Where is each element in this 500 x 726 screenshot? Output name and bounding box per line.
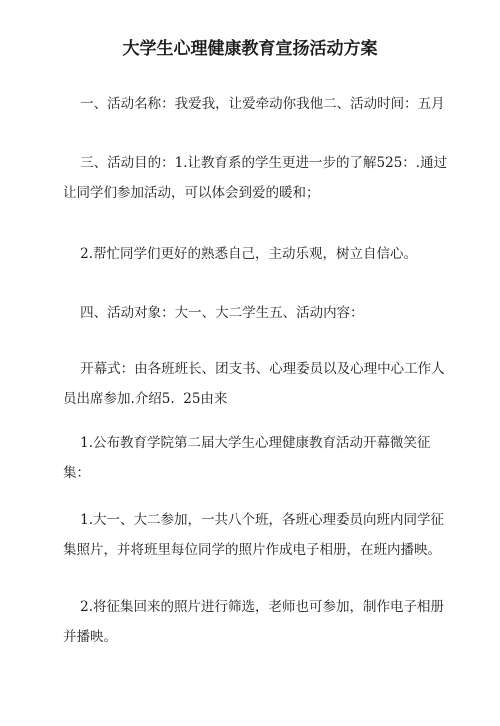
paragraph-line: 并播映。: [63, 629, 117, 645]
paragraph-activity-purpose: [63, 148, 448, 208]
paragraph-activity-target: [63, 298, 448, 328]
paragraph-smile-collection: [63, 428, 448, 488]
paragraph-line: 开幕式：由各班班长、团支书、心理委员以及心理中心工作人: [63, 361, 445, 377]
paragraph-photo-collection: [63, 505, 448, 565]
paragraph-line: 一、活动名称：我爱我，让爱牵动你我他二、活动时间：五月: [63, 96, 445, 112]
paragraph-line: 1.公布教育学院第二届大学生心理健康教育活动开幕微笑征: [63, 435, 431, 451]
document-title: 大学生心理健康教育宣扬活动方案: [122, 39, 378, 59]
paragraph-line: 2.帮忙同学们更好的熟悉自己，主动乐观，树立自信心。: [63, 246, 418, 262]
paragraph-photo-screening: [63, 592, 448, 652]
paragraph-line: 集：: [63, 465, 90, 481]
paragraph-line: 四、活动对象：大一、大二学生五、活动内容：: [63, 305, 364, 321]
paragraph-line: 员出席参加.介绍5. 25由来: [63, 391, 228, 407]
paragraph-line: 三、活动目的：1.让教育系的学生更进一步的了解525：.通过: [63, 155, 448, 171]
paragraph-activity-name: [63, 89, 448, 119]
paragraph-line: 集照片，并将班里每位同学的照片作成电子相册，在班内播映。: [63, 542, 441, 558]
paragraph-purpose-2: [63, 239, 448, 269]
paragraph-line: 1.大一、大二参加，一共八个班，各班心理委员向班内同学征: [63, 512, 445, 528]
paragraph-line: 让同学们参加活动，可以体会到爱的暖和；: [63, 185, 320, 201]
paragraph-opening: [63, 354, 448, 414]
paragraph-line: 2.将征集回来的照片进行筛选，老师也可参加，制作电子相册: [63, 599, 445, 615]
